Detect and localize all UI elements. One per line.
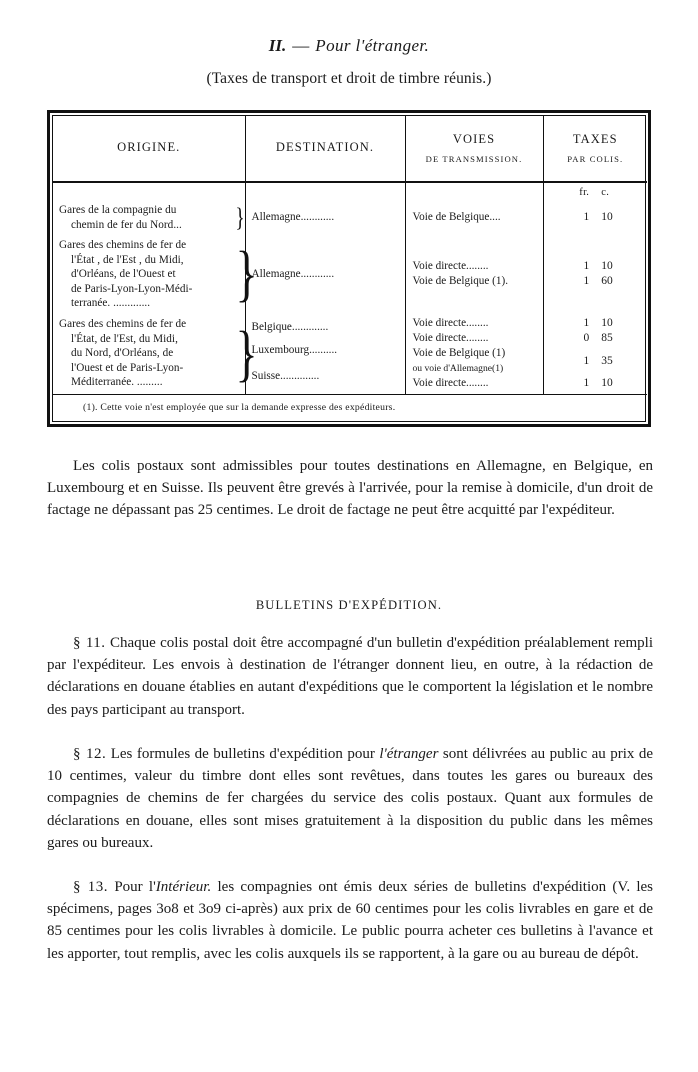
origin-cell	[53, 314, 258, 395]
tax-centimes: 85	[601, 331, 613, 344]
destination-value: Suisse..............	[251, 369, 320, 382]
origin-text	[59, 203, 234, 232]
paragraph-13-text-a: Pour l'	[114, 879, 156, 895]
taxes-cell	[543, 200, 647, 235]
right-brace-icon: }	[234, 319, 258, 388]
tax-value	[544, 259, 648, 274]
units-cell-destination	[245, 182, 405, 200]
destination-value: Luxembourg..........	[251, 343, 338, 356]
paragraph-13-text-b: les compagnies ont émis deux séries de bulletins d'expédition (V. les spécimens, pages 3o8 et 3o9 ci-après) aux prix de 60 centimes pour les colis livrables en gare et de 85 centimes pour les colis livrables à domicile. Le public pourra acheter ces bulletins à l'avance et les apporter, tout remplis, avec les colis auxquels ils se rapportent, à la gare ou au bureau de dépôt.	[47, 879, 654, 962]
destination-value: Belgique.............	[251, 320, 329, 333]
tax-francs: 1	[583, 316, 590, 329]
tax-centimes: 35	[601, 354, 613, 367]
table-row	[53, 235, 647, 314]
units-cell-taxes	[543, 182, 647, 200]
origin-cell	[53, 235, 258, 314]
origin-cell	[53, 200, 245, 235]
origin-line: Méditerranée. .........	[71, 376, 163, 389]
voie-value: Voie de Belgique (1).	[412, 275, 508, 288]
paragraph-11	[47, 632, 653, 721]
footnote-row	[53, 395, 647, 421]
tax-centimes: 10	[601, 260, 613, 273]
unit-centimes: c.	[601, 187, 610, 198]
voie-value: Voie directe........	[412, 331, 489, 344]
voies-cell	[405, 200, 543, 235]
voies-cell	[405, 314, 543, 395]
page-title	[0, 36, 698, 56]
tax-centimes: 10	[601, 211, 613, 223]
tax-francs: 1	[583, 260, 590, 273]
column-header-voies-label: VOIES	[452, 131, 496, 146]
title-text: Pour l'étranger.	[315, 36, 430, 55]
tariff-table-inner-border	[52, 115, 646, 422]
origin-line: Gares des chemins de fer de	[59, 318, 187, 331]
destination-cell	[245, 200, 405, 235]
column-header-taxes-label: TAXES	[572, 131, 618, 146]
origin-line: Gares de la compagnie du	[59, 204, 177, 216]
origin-text	[59, 238, 234, 311]
tax-francs: 1	[583, 354, 590, 367]
voies-cell	[405, 235, 543, 314]
tax-francs: 1	[583, 376, 590, 389]
origin-line: d'Orléans, de l'Ouest et	[71, 268, 176, 280]
column-header-voies	[405, 116, 543, 182]
paragraph-12-block	[47, 743, 653, 854]
origin-text	[59, 317, 234, 390]
taxes-cell	[543, 235, 647, 314]
origin-line: de Paris-Lyon-Lyon-Médi-	[71, 282, 193, 295]
voie-value: Voie de Belgique (1)	[412, 346, 506, 359]
section-numeral: II.	[268, 36, 287, 55]
tax-centimes: 10	[601, 316, 613, 329]
paragraph-11-text: Chaque colis postal doit être accompagné d'un bulletin d'expédition préalablement rempli par l'expéditeur. Les envois à destination de l'étranger donnent lieu, en outre, à la rédaction de déclarations en douane établies en autant d'expéditions que le comportent la législation et le nombre des pays participant au transport.	[47, 635, 653, 718]
page-subtitle: (Taxes de transport et droit de timbre réunis.)	[206, 70, 492, 87]
column-header-voies-sublabel: DE TRANSMISSION.	[425, 153, 523, 164]
units-cell-origine	[53, 182, 245, 200]
paragraph-13-italic: Intérieur.	[155, 879, 212, 895]
voie-value-footnote: ou voie d'Allemagne(1)	[412, 362, 504, 374]
column-header-origine	[53, 116, 245, 182]
tariff-table	[53, 116, 647, 421]
voie-value: Voie directe........	[412, 316, 489, 329]
tax-value	[544, 316, 648, 331]
column-header-taxes	[543, 116, 647, 182]
origin-line: chemin de fer du Nord...	[71, 218, 182, 231]
tax-value	[544, 274, 648, 289]
paragraph-11-block	[47, 632, 653, 721]
tax-francs: 0	[583, 331, 590, 344]
intro-paragraph-block	[47, 455, 653, 522]
right-brace-icon: }	[234, 202, 245, 232]
paragraph-12-text-b: sont délivrées au public au prix de 10 centimes, valeur du timbre dont elles sont revêtues, dans toutes les gares ou bureaux des compagnies de chemins de fer chargées du service des colis postaux. Quant aux formules de déclarations en douane, elles sont mises gratuitement à la disposition du public dans les mêmes gares ou bureaux.	[47, 746, 654, 851]
tax-francs: 1	[583, 211, 590, 223]
table-footnote: (1). Cette voie n'est employée que sur la demande expresse des expéditeurs.	[83, 401, 396, 413]
destination-cell	[245, 235, 405, 314]
tax-value	[544, 346, 648, 376]
unit-francs: fr.	[579, 187, 590, 198]
section-heading: BULLETINS D'EXPÉDITION.	[255, 598, 443, 612]
paragraph-13-number: § 13.	[73, 879, 109, 895]
table-units-row	[53, 182, 647, 200]
column-header-origine-label: ORIGINE.	[117, 140, 181, 154]
tax-value	[544, 331, 648, 346]
paragraph-12-text-a: Les formules de bulletins d'expédition pour	[110, 746, 375, 762]
table-header-row	[53, 116, 647, 182]
column-header-destination-label: DESTINATION.	[275, 140, 375, 154]
tariff-table-frame	[47, 110, 651, 427]
tax-centimes: 60	[601, 275, 613, 288]
tax-value	[544, 376, 648, 391]
right-brace-icon: }	[234, 240, 258, 309]
title-dash: —	[292, 36, 310, 55]
paragraph-11-number: § 11.	[73, 635, 106, 651]
destination-cell	[245, 314, 405, 395]
destination-value: Allemagne............	[251, 267, 335, 280]
voie-value: Voie directe........	[412, 376, 489, 389]
column-header-taxes-sublabel: PAR COLIS.	[567, 153, 624, 164]
origin-line: Gares des chemins de fer de	[59, 239, 187, 251]
table-row	[53, 200, 647, 235]
paragraph-12	[47, 743, 653, 854]
voie-value: Voie directe........	[412, 260, 489, 273]
column-header-destination	[245, 116, 405, 182]
origin-line: du Nord, d'Orléans, de	[71, 347, 174, 360]
tax-value	[544, 210, 648, 225]
intro-paragraph: Les colis postaux sont admissibles pour toutes destinations en Allemagne, en Belgique, en Luxembourg et en Suisse. Ils peuvent être grevés à l'arrivée, pour la remise à domicile, d'un droit de factage ne dépassant pas 25 centimes. Le droit de factage ne peut être acquitté par l'expéditeur.	[47, 458, 653, 519]
tax-francs: 1	[583, 275, 590, 288]
paragraph-13	[47, 876, 653, 965]
units-cell-voies	[405, 182, 543, 200]
destination-value: Allemagne............	[251, 211, 335, 223]
origin-line: l'État , de l'Est , du Midi,	[71, 253, 184, 266]
origin-line: l'Ouest et de Paris-Lyon-	[71, 361, 184, 374]
origin-line: l'État, de l'Est, du Midi,	[71, 332, 178, 345]
taxes-cell	[543, 314, 647, 395]
table-row	[53, 314, 647, 395]
paragraph-13-block	[47, 876, 653, 965]
origin-line: terranée. .............	[71, 297, 151, 309]
voie-value: Voie de Belgique....	[412, 211, 501, 223]
tax-centimes: 10	[601, 376, 613, 389]
paragraph-12-number: § 12.	[73, 746, 107, 762]
paragraph-12-italic: l'étranger	[379, 746, 439, 762]
